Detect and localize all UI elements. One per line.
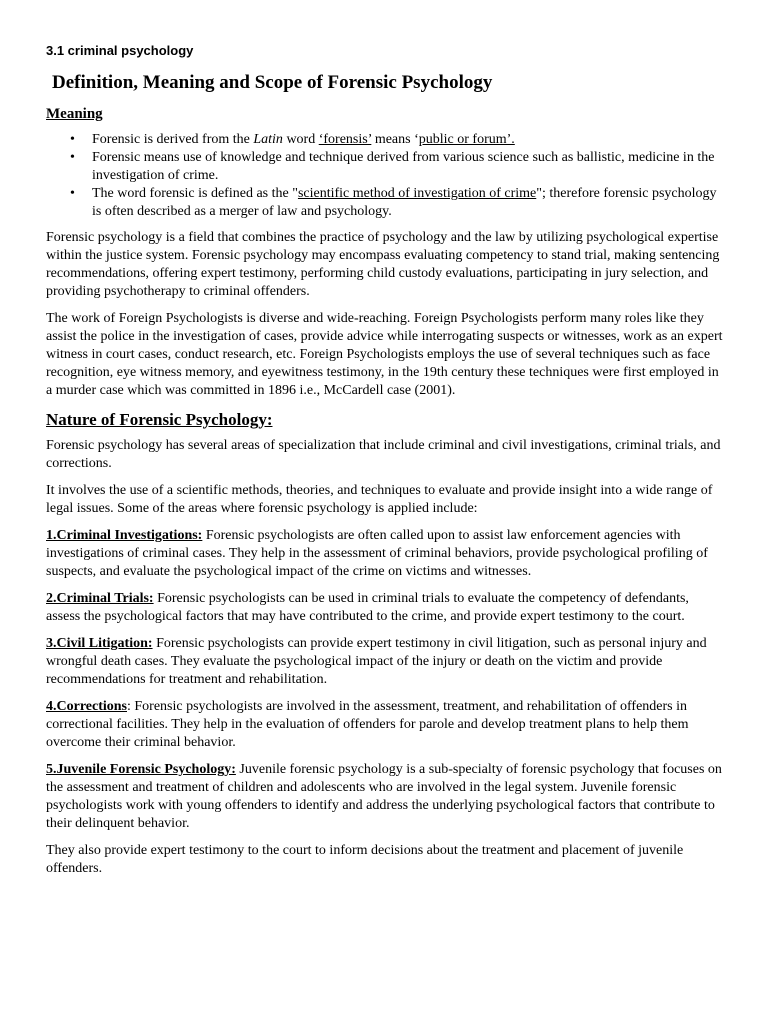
bullet-text: The word forensic is defined as the " — [92, 186, 298, 201]
area-text: Juvenile forensic psychology is a sub-specialty of forensic psychology that focuses on the assessment and treatment of children and adolescents who are involved in the legal system. Juvenile forensic psychologists work with young offenders to identify and address the underlying psychological factors that contribute to their delinquent behavior. — [46, 762, 722, 831]
bullet-text: "; therefore forensic psychology is often described as a merger of law and psychology. — [92, 186, 717, 219]
document-page — [46, 42, 726, 887]
area-label: 1.Criminal Investigations: — [46, 528, 203, 543]
area-corrections — [46, 698, 726, 752]
paragraph-work-of-psychologists: The work of Foreign Psychologists is diverse and wide-reaching. Foreign Psychologists perform many roles like they assist the police in the investigation of cases, provide advice while interrogating suspects or witnesses, work as an expert witness in court cases, conduct research, etc. Foreign Psychologists employs the use of several techniques such as face recognition, eye witness memory, and eyewitness testimony, in the 19th century these techniques were first employed in a murder case which was committed in 1896 i.e., McCardell case (2001). — [46, 311, 723, 398]
section-label: 3.1 criminal psychology — [46, 43, 194, 58]
area-juvenile-forensic-psychology — [46, 761, 726, 833]
area-text: : Forensic psychologists are involved in the assessment, treatment, and rehabilitation of offenders in correctional facilities. They help in the evaluation of offenders for parole and develop treatment plans to help them overcome their criminal behavior. — [46, 699, 689, 750]
bullet-item-definition — [92, 185, 726, 221]
latin-word: Latin — [253, 132, 283, 147]
forensis-term: ‘forensis’ — [318, 132, 372, 147]
area-text: Forensic psychologists can be used in criminal trials to evaluate the competency of defendants, assess the psychological factors that may have contributed to the crime, and provide expert testimony to the court. — [46, 591, 689, 624]
paragraph-closing: They also provide expert testimony to the court to inform decisions about the treatment and placement of juvenile offenders. — [46, 843, 684, 876]
area-label: 5.Juvenile Forensic Psychology: — [46, 762, 236, 777]
paragraph-field-definition: Forensic psychology is a field that combines the practice of psychology and the law by utilizing psychological expertise within the justice system. Forensic psychology may encompass evaluating competency to stand trial, making sentencing recommendations, offering expert testimony, performing child custody evaluations, participating in jury selection, and providing psychotherapy to criminal offenders. — [46, 230, 720, 299]
scientific-method-term: scientific method of investigation of crime — [297, 186, 537, 201]
bullet-text: Forensic is derived from the — [92, 132, 254, 147]
meaning-bullet-list — [46, 131, 726, 221]
document-title: Definition, Meaning and Scope of Forensic Psychology — [52, 72, 493, 93]
meaning-heading: Meaning — [46, 106, 103, 122]
area-civil-litigation — [46, 635, 726, 689]
area-text: Forensic psychologists can provide expert testimony in civil litigation, such as personal injury and wrongful death cases. They evaluate the psychological impact of the injury or death on the victim and provide recommendations for treatment and rehabilitation. — [46, 636, 707, 687]
bullet-item-knowledge: • Forensic means use of knowledge and technique derived from various science such as ballistic, medicine in the investigation of crime. — [92, 149, 726, 185]
area-label: 2.Criminal Trials: — [46, 591, 154, 606]
paragraph-specializations: Forensic psychology has several areas of specialization that include criminal and civil investigations, criminal trials, and corrections. — [46, 438, 721, 471]
area-criminal-trials — [46, 590, 726, 626]
bullet-item-derivation — [92, 131, 726, 149]
paragraph-scientific-methods: It involves the use of a scientific methods, theories, and techniques to evaluate and provide insight into a wide range of legal issues. Some of the areas where forensic psychology is applied include: — [46, 483, 713, 516]
public-or-forum-term: public or forum’. — [418, 132, 515, 147]
bullet-text: means ‘ — [371, 132, 419, 147]
area-criminal-investigations — [46, 527, 726, 581]
area-text: Forensic psychologists are often called upon to assist law enforcement agencies with investigations of criminal cases. They help in the assessment of criminal behaviors, provide psychological profiling of suspects, and evaluate the psychological impact of the crime on victims and witnesses. — [46, 528, 708, 579]
bullet-text: word — [282, 132, 319, 147]
area-label: 3.Civil Litigation: — [46, 636, 153, 651]
area-label: 4.Corrections — [46, 699, 127, 714]
nature-heading: Nature of Forensic Psychology: — [46, 410, 273, 429]
